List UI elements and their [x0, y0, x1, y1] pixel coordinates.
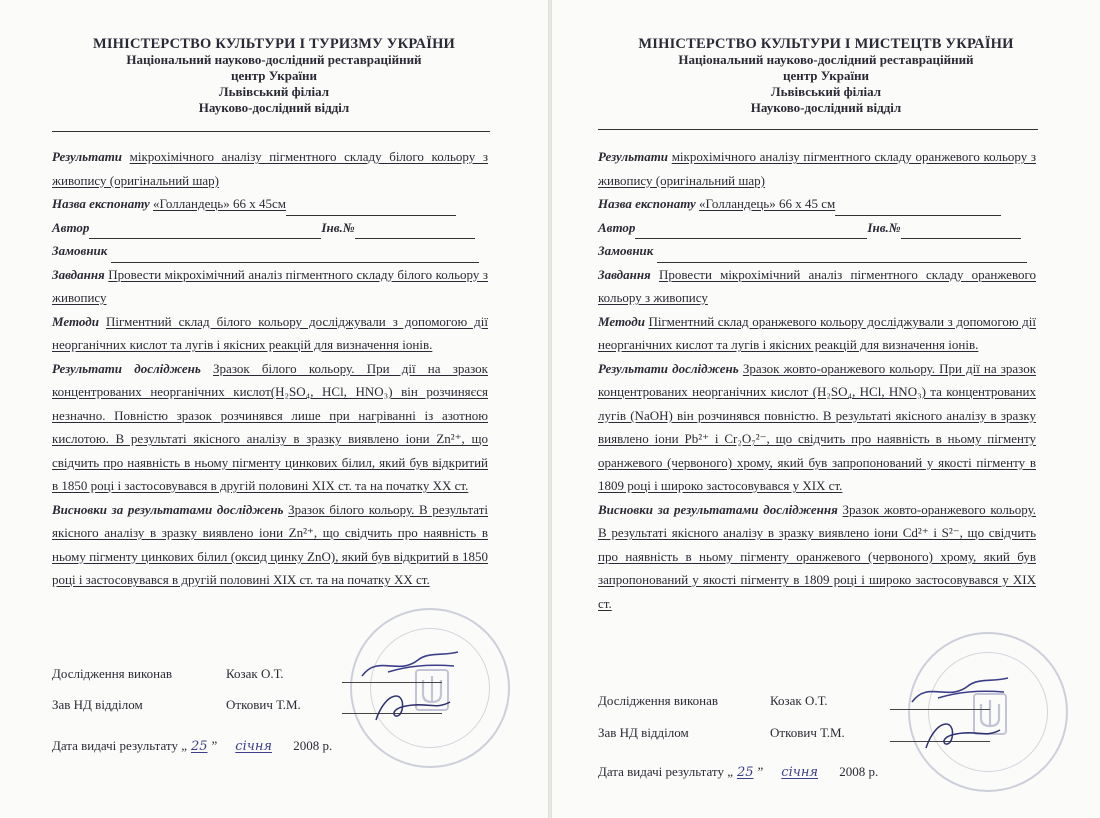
right-document	[552, 0, 1100, 818]
left-customer-field: Замовник	[52, 239, 488, 263]
left-branch: Львівський філіал	[218, 84, 330, 99]
right-department: Науково-дослідний відділ	[750, 100, 902, 115]
left-performed-label: Дослідження виконав	[52, 666, 173, 681]
right-methods-field: Методи Пігментний склад оранжевого кольору досліджували з допомогою дії неорганічних кислот та лугів і якісних реакцій для визначення іонів.	[598, 313, 1037, 352]
right-center-country: центр України	[782, 68, 870, 83]
right-center-name: Національний науково-дослідний реставраційний	[678, 52, 974, 67]
right-customer-field: Замовник	[598, 239, 1036, 263]
left-head-label: Зав НД відділом	[52, 697, 143, 712]
left-document	[0, 0, 548, 818]
left-center-name: Національний науково-дослідний реставраційний	[126, 52, 422, 67]
right-head-name: Откович Т.М.	[770, 725, 845, 740]
right-head-signature	[916, 708, 1006, 758]
right-author-field: Автор Інв.№	[598, 216, 1036, 240]
left-author-field: Автор Інв.№	[52, 216, 488, 240]
left-research-field: Результати досліджень Зразок білого кольору. При дії на зразок концентрованих неорганічних кислот(H₂SO₄, HCl, HNO₃) він розчиняєся незначно. Повністю зразок розчинявся лише при нагріванні із азотною кислотою. В результаті якісного аналізу в зразку виявлено іони Zn²⁺, що свідчить про наявність в ньому пігменту цинкових білил, який був відкритий в 1850 році і застосовувався в другій половині XIX ст. та на початку XX ст.	[52, 360, 488, 493]
left-center-country: центр України	[230, 68, 318, 83]
right-results-field: Результати мікрохімічного аналізу пігментного складу оранжевого кольору з живопису (оригінальний шар)	[598, 149, 1037, 188]
left-head-name: Откович Т.М.	[226, 697, 301, 712]
left-head-signature	[366, 680, 456, 730]
right-head-label: Зав НД відділом	[598, 725, 689, 740]
left-issue-date: Дата видачі результату „ 25 ” січня 2008 р.	[52, 738, 333, 754]
left-methods-field: Методи Пігментний склад білого кольору досліджували з допомогою дії неорганічних кислот та лугів і якісних реакцій для визначення іонів.	[52, 313, 488, 352]
left-performed-name: Козак О.Т.	[226, 666, 284, 681]
right-task-field: Завдання Провести мікрохімічний аналіз пігментного складу оранжевого кольору з живопису	[598, 266, 1037, 305]
left-ministry-title: МІНІСТЕРСТВО КУЛЬТУРИ І ТУРИЗМУ УКРАЇНИ	[92, 36, 456, 52]
right-performed-label: Дослідження виконав	[598, 693, 719, 708]
right-form-body	[598, 145, 1036, 615]
right-exhibit-field: Назва експонату «Голландець» 66 х 45 см	[598, 192, 1036, 216]
right-issue-date: Дата видачі результату „ 25 ” січня 2008 р.	[598, 764, 879, 780]
left-header-divider	[52, 131, 490, 132]
right-ministry-title: МІНІСТЕРСТВО КУЛЬТУРИ І МИСТЕЦТВ УКРАЇНИ	[638, 36, 1014, 52]
left-form-body	[52, 145, 488, 592]
right-performed-signature	[908, 672, 1018, 712]
right-research-field: Результати досліджень Зразок жовто-оранжевого кольору. При дії на зразок концентрованих неорганічних кислот (H₂SO₄, HCl, HNO₃) та концентрованих лугів (NaOH) він розчинявся повністю. В результаті якісного аналізу в зразку виявлено іони Pb²⁺ і Cr₂O₇²⁻, що свідчить про наявність в ньому пігменту оранжевого (червоного) хрому, який був запропонований у якості пігменту в 1809 році і широко застосовувався у XIX ст.	[598, 360, 1037, 493]
right-header	[552, 36, 1100, 116]
right-header-divider	[598, 129, 1038, 130]
left-department: Науково-дослідний відділ	[198, 100, 350, 115]
right-branch: Львівський філіал	[770, 84, 882, 99]
left-task-field: Завдання Провести мікрохімічний аналіз пігментного складу білого кольору з живопису	[52, 266, 488, 305]
left-conclusions-field: Висновки за результатами досліджень Зразок білого кольору. В результаті якісного аналізу в зразку виявлено іони Zn²⁺, що свідчить про наявність в ньому пігменту цинкових білил (оксид цинку ZnO), який був відкритий в 1850 році і застосовувався в другій половині XIX ст. та на початку XX ст.	[52, 501, 489, 587]
right-performed-name: Козак О.Т.	[770, 693, 828, 708]
left-header	[0, 36, 548, 116]
right-conclusions-field: Висновки за результатами дослідження Зразок жовто-оранжевого кольору. В результаті якісного аналізу в зразку виявлено іони Cd²⁺ і S²⁻, що свідчить про наявність в ньому пігменту оранжевого (червоного) хрому, який був запропонований у якості пігменту в 1809 році і широко застосовувався у XIX ст.	[598, 501, 1037, 611]
left-exhibit-field: Назва експонату «Голландець» 66 х 45см	[52, 192, 488, 216]
left-results-field: Результати мікрохімічного аналізу пігментного складу білого кольору з живопису (оригінальний шар)	[52, 149, 489, 188]
